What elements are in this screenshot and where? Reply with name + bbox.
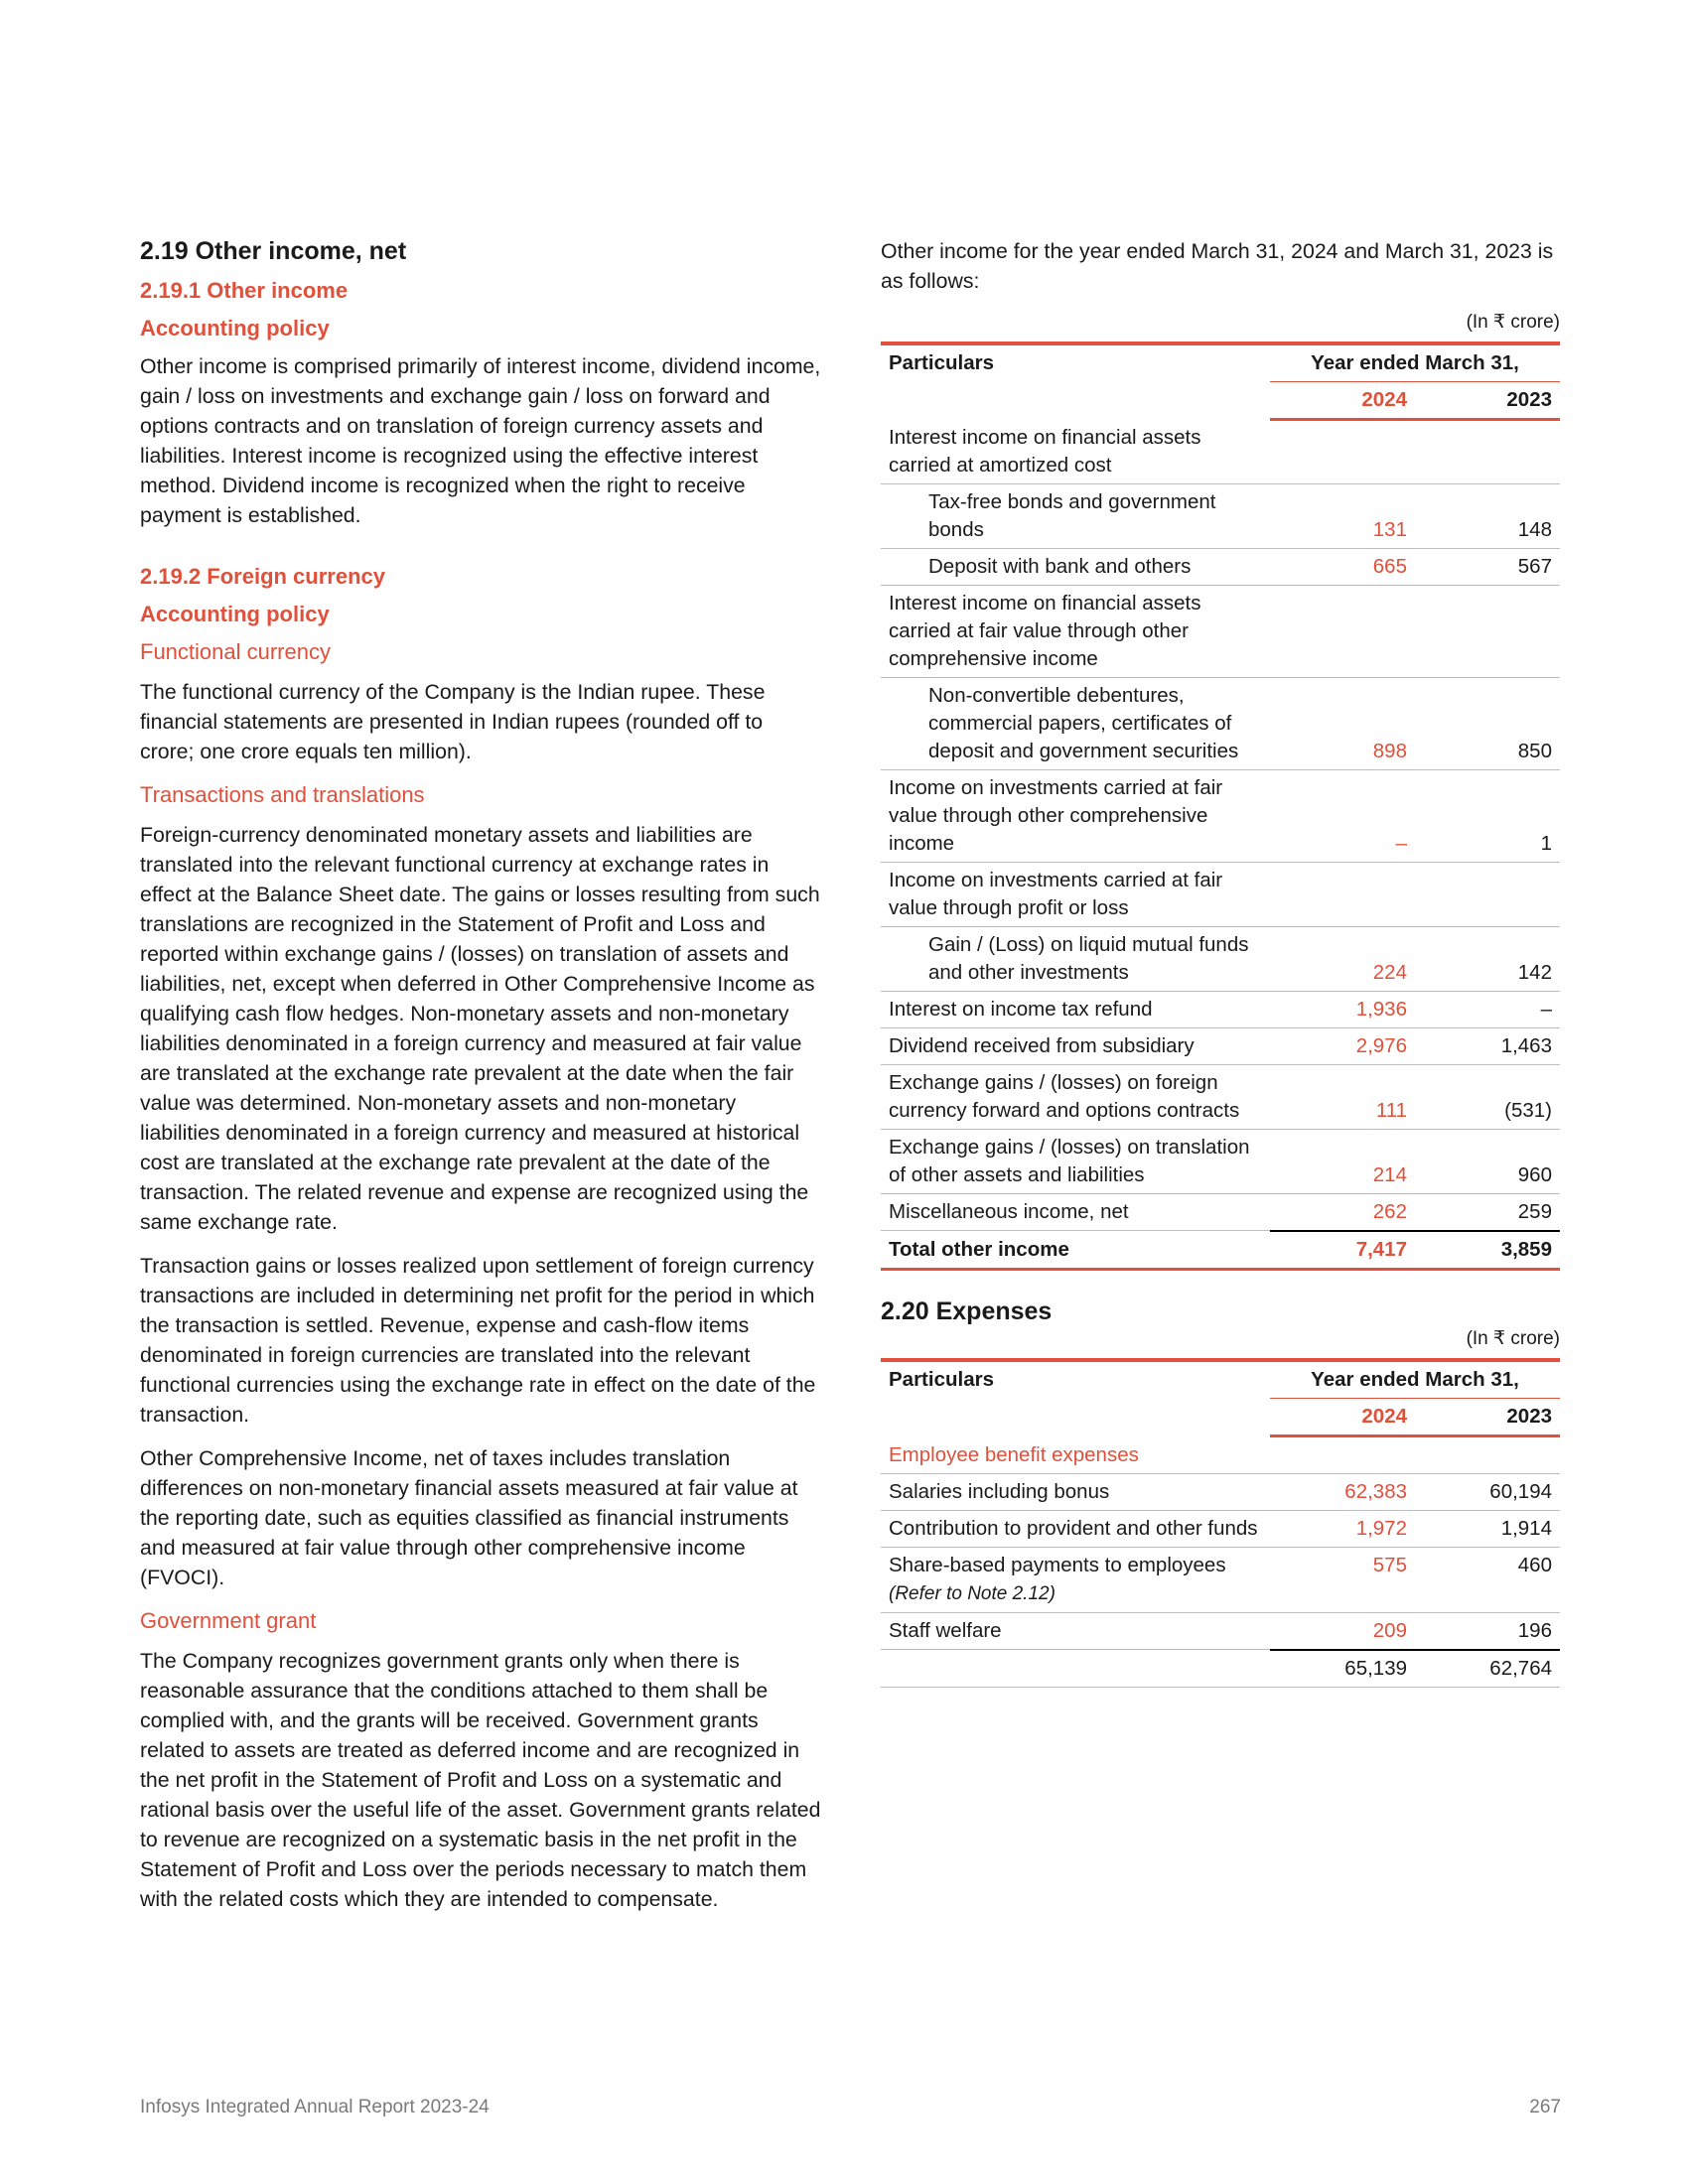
total-row: Total other income 7,417 3,859 — [881, 1231, 1560, 1270]
government-grant-paragraph: The Company recognizes government grants only when there is reasonable assurance that the conditions attached to them shall be complied with, and the grants will be received. Government grants related to assets are treated as deferred income and are recognized in the net profit in the Statement of Profit and Loss on a systematic and rational basis over the useful life of the asset. Government grants related to revenue are recognized on a systematic basis in the net profit in the Statement of Profit and Loss over the periods necessary to match them with the related costs which they are intended to compensate. — [140, 1649, 821, 1911]
col-2023: 2023 — [1415, 382, 1560, 420]
table-row: Salaries including bonus 62,383 60,194 — [881, 1473, 1560, 1510]
accounting-policy-heading: Accounting policy — [140, 316, 330, 341]
other-income-paragraph: Other income is comprised primarily of interest income, dividend income, gain / loss on investments and exchange gain / loss on forward and options contracts and on translation of foreign currency assets and liabilities. Interest income is recognized using the effective interest method. Dividend income is recognized when the right to receive payment is established. — [140, 354, 821, 527]
table-row: Interest income on financial assets carried at fair value through other comprehensive income — [881, 585, 1560, 677]
section-heading-2-19: 2.19 Other income, net — [140, 237, 407, 265]
col-particulars-2: Particulars — [889, 1367, 994, 1391]
col-year-ended: Year ended March 31, — [1270, 343, 1560, 382]
table-row: Staff welfare 209 196 — [881, 1612, 1560, 1650]
right-column — [881, 236, 1560, 1688]
footer-report-title: Infosys Integrated Annual Report 2023-24 — [140, 2097, 490, 2117]
table-row: Tax-free bonds and government bonds 131 148 — [881, 483, 1560, 548]
transactions-paragraph-3: Other Comprehensive Income, net of taxes includes translation differences on non-monetary financial assets measured at fair value at the reporting date, such as equities classified as financial instruments and measured at fair value through other comprehensive income (FVOCI). — [140, 1446, 798, 1589]
table-row: Exchange gains / (losses) on foreign currency forward and options contracts 111 (531) — [881, 1064, 1560, 1129]
transactions-paragraph-1: Foreign-currency denominated monetary assets and liabilities are translated into the relevant functional currency at exchange rates in effect at the Balance Sheet date. The gains or losses resulting from such translations are recognized in the Statement of Profit and Loss and reported within exchange gains / (losses) on translation of assets and liabilities, net, except when deferred in Other Comprehensive Income as qualifying cash flow hedges. Non-monetary assets and non-monetary liabilities denominated in a foreign currency and measured at fair value are translated at the exchange rate prevalent at the date when the fair value was determined. Non-monetary assets and non-monetary liabilities denominated in a foreign currency and measured at historical cost are translated at the exchange rate prevalent at the date of the transaction. The related revenue and expense are recognized using the same exchange rate. — [140, 823, 820, 1234]
subheading-2-19-2: 2.19.2 Foreign currency — [140, 564, 385, 589]
table-row: Income on investments carried at fair value through profit or loss — [881, 862, 1560, 926]
other-income-intro: Other income for the year ended March 31, 2024 and March 31, 2023 is as follows: — [881, 239, 1554, 293]
table-row: Interest income on financial assets carried at amortized cost — [881, 420, 1560, 484]
table-row: Non-convertible debentures, commercial papers, certificates of deposit and government securities 898 850 — [881, 677, 1560, 769]
other-income-table — [881, 341, 1560, 1271]
government-grant-heading: Government grant — [140, 1608, 317, 1633]
col-particulars: Particulars — [889, 351, 994, 374]
table-row: Deposit with bank and others 665 567 — [881, 548, 1560, 585]
table-row: Interest on income tax refund 1,936 – — [881, 991, 1560, 1027]
page-number: 267 — [1529, 2097, 1561, 2117]
table-row: Share-based payments to employees (Refer to Note 2.12) 575 460 — [881, 1547, 1560, 1612]
table-row: Income on investments carried at fair value through other comprehensive income – 1 — [881, 769, 1560, 862]
col-2024-2: 2024 — [1270, 1398, 1415, 1435]
table-row: Contribution to provident and other funds 1,972 1,914 — [881, 1510, 1560, 1547]
section-heading-2-20: 2.20 Expenses — [881, 1297, 1053, 1325]
accounting-policy-heading-2: Accounting policy — [140, 602, 330, 626]
col-2024: 2024 — [1270, 382, 1415, 420]
expenses-table — [881, 1358, 1560, 1688]
subheading-2-19-1: 2.19.1 Other income — [140, 278, 349, 303]
transactions-paragraph-2: Transaction gains or losses realized upon settlement of foreign currency transactions are included in determining net profit for the period in which the transaction is settled. Revenue, expense and cash-flow items denominated in foreign currencies are translated into the relevant functional currencies using the exchange rate in effect on the date of the transaction. — [140, 1254, 816, 1427]
sum-row: 65,139 62,764 — [881, 1650, 1560, 1688]
functional-currency-paragraph: The functional currency of the Company is the Indian rupee. These financial statements are presented in Indian rupees (rounded off to crore; one crore equals ten million). — [140, 680, 766, 763]
unit-label: (In ₹ crore) — [1466, 312, 1560, 333]
section-row: Employee benefit expenses — [881, 1435, 1560, 1473]
col-2023-2: 2023 — [1415, 1398, 1560, 1435]
note-reference: (Refer to Note 2.12) — [889, 1582, 1055, 1604]
col-year-ended-2: Year ended March 31, — [1270, 1360, 1560, 1399]
unit-label-2: (In ₹ crore) — [1466, 1327, 1560, 1349]
table-row: Miscellaneous income, net 262 259 — [889, 1199, 1552, 1223]
transactions-heading: Transactions and translations — [140, 782, 425, 807]
functional-currency-heading: Functional currency — [140, 639, 331, 664]
table-row: Gain / (Loss) on liquid mutual funds and other investments 224 142 — [881, 926, 1560, 991]
table-row: Exchange gains / (losses) on translation of other assets and liabilities 214 960 — [881, 1129, 1560, 1193]
table-row: Dividend received from subsidiary 2,976 1,463 — [881, 1027, 1560, 1064]
left-column — [140, 236, 821, 1928]
